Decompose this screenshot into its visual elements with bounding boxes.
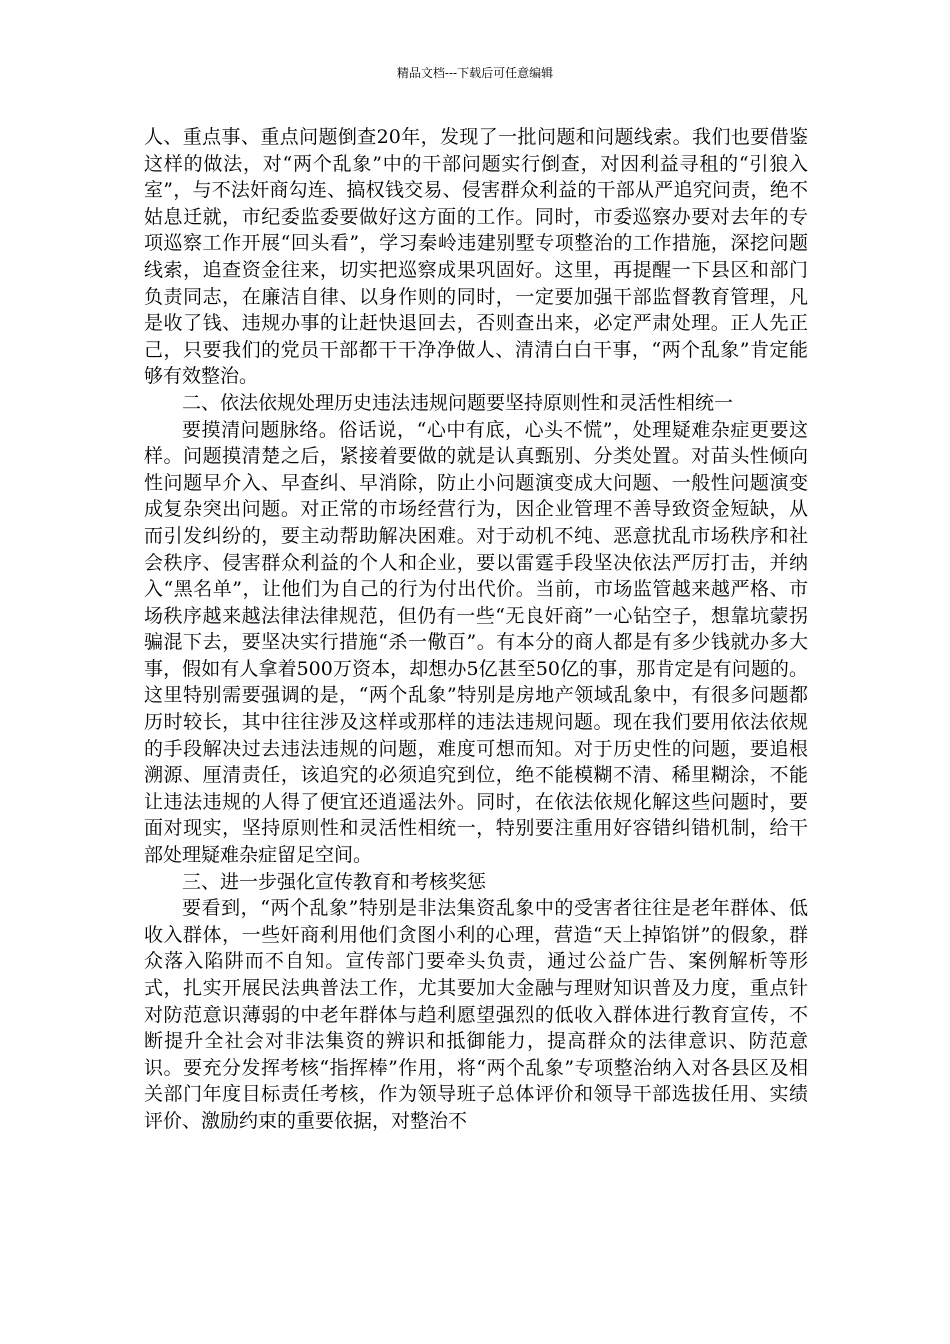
paragraph-continued: 人、重点事、重点问题倒查20年，发现了一批问题和问题线索。我们也要借鉴这样的做法，对“两个乱象”中的干部问题实行倒查，对因利益寻租的“引狼入室”，与不法奸商勾连、搞权钱交易、侵害群众利益的干部从严追究问责，绝不姑息迁就，市纪委监委要做好这方面的工作。同时，市委巡察办要对去年的专项巡察工作开展“回头看”，学习秦岭违建别墅专项整治的工作措施，深挖问题线索，追查资金往来，切实把巡察成果巩固好。这里，再提醒一下县区和部门负责同志，在廉洁自律、以身作则的同时，一定要加强干部监督教育管理，凡是收了钱、违规办事的让赶快退回去，否则查出来，必定严肃处理。正人先正己，只要我们的党员干部都干干净净做人、清清白白干事，“两个乱象”肯定能够有效整治。 [144,126,808,388]
section-heading-2: 二、依法依规处理历史违法违规问题要坚持原则性和灵活性相统一 [182,391,734,414]
section-heading-3: 三、进一步强化宣传教育和考核奖惩 [182,870,487,893]
document-body [144,124,808,1135]
page-header: 精品文档---下载后可任意编辑 [396,66,554,80]
paragraph-section-3: 要看到，“两个乱象”特别是非法集资乱象中的受害者往往是老年群体、低收入群体，一些奸商利用他们贪图小利的心理，营造“天上掉馅饼”的假象，群众落入陷阱而不自知。宣传部门要牵头负责，通过公益广告、案例解析等形式，扎实开展民法典普法工作，尤其要加大金融与理财知识普及力度，重点针对防范意识薄弱的中老年群体与趋利愿望强烈的低收入群体进行教育宣传，不断提升全社会对非法集资的辨识和抵御能力，提高群众的法律意识、防范意识。要充分发挥考核“指挥棒”作用，将“两个乱象”专项整治纳入对各县区及相关部门年度目标责任考核，作为领导班子总体评价和领导干部选拔任用、实绩评价、激励约束的重要依据，对整治不 [144,897,808,1132]
paragraph-section-2: 要摸清问题脉络。俗话说，“心中有底，心头不慌”，处理疑难杂症更要这样。问题摸清楚之后，紧接着要做的就是认真甄别、分类处置。对苗头性倾向性问题早介入、早查纠、早消除，防止小问题演变成大问题、一般性问题演变成复杂突出问题。对正常的市场经营行为，因企业管理不善导致资金短缺，从而引发纠纷的，要主动帮助解决困难。对于动机不纯、恶意扰乱市场秩序和社会秩序、侵害群众利益的个人和企业，要以雷霆手段坚决依法严厉打击，并纳入“黑名单”，让他们为自己的行为付出代价。当前，市场监管越来越严格、市场秩序越来越法律法律规范，但仍有一些“无良奸商”一心钻空子，想靠坑蒙拐骗混下去，要坚决实行措施“杀一儆百”。有本分的商人都是有多少钱就办多大事，假如有人拿着500万资本，却想办5亿甚至50亿的事，那肯定是有问题的。这里特别需要强调的是，“两个乱象”特别是房地产领域乱象中，有很多问题都历时较长，其中往往涉及这样或那样的违法违规问题。现在我们要用依法依规的手段解决过去违法违规的问题，难度可想而知。对于历史性的问题，要追根溯源、厘清责任，该追究的必须追究到位，绝不能模糊不清、稀里糊涂，不能让违法违规的人得了便宜还逍遥法外。同时，在依法依规化解这些问题时，要面对现实，坚持原则性和灵活性相统一，特别要注重用好容错纠错机制，给干部处理疑难杂症留足空间。 [144,418,808,867]
